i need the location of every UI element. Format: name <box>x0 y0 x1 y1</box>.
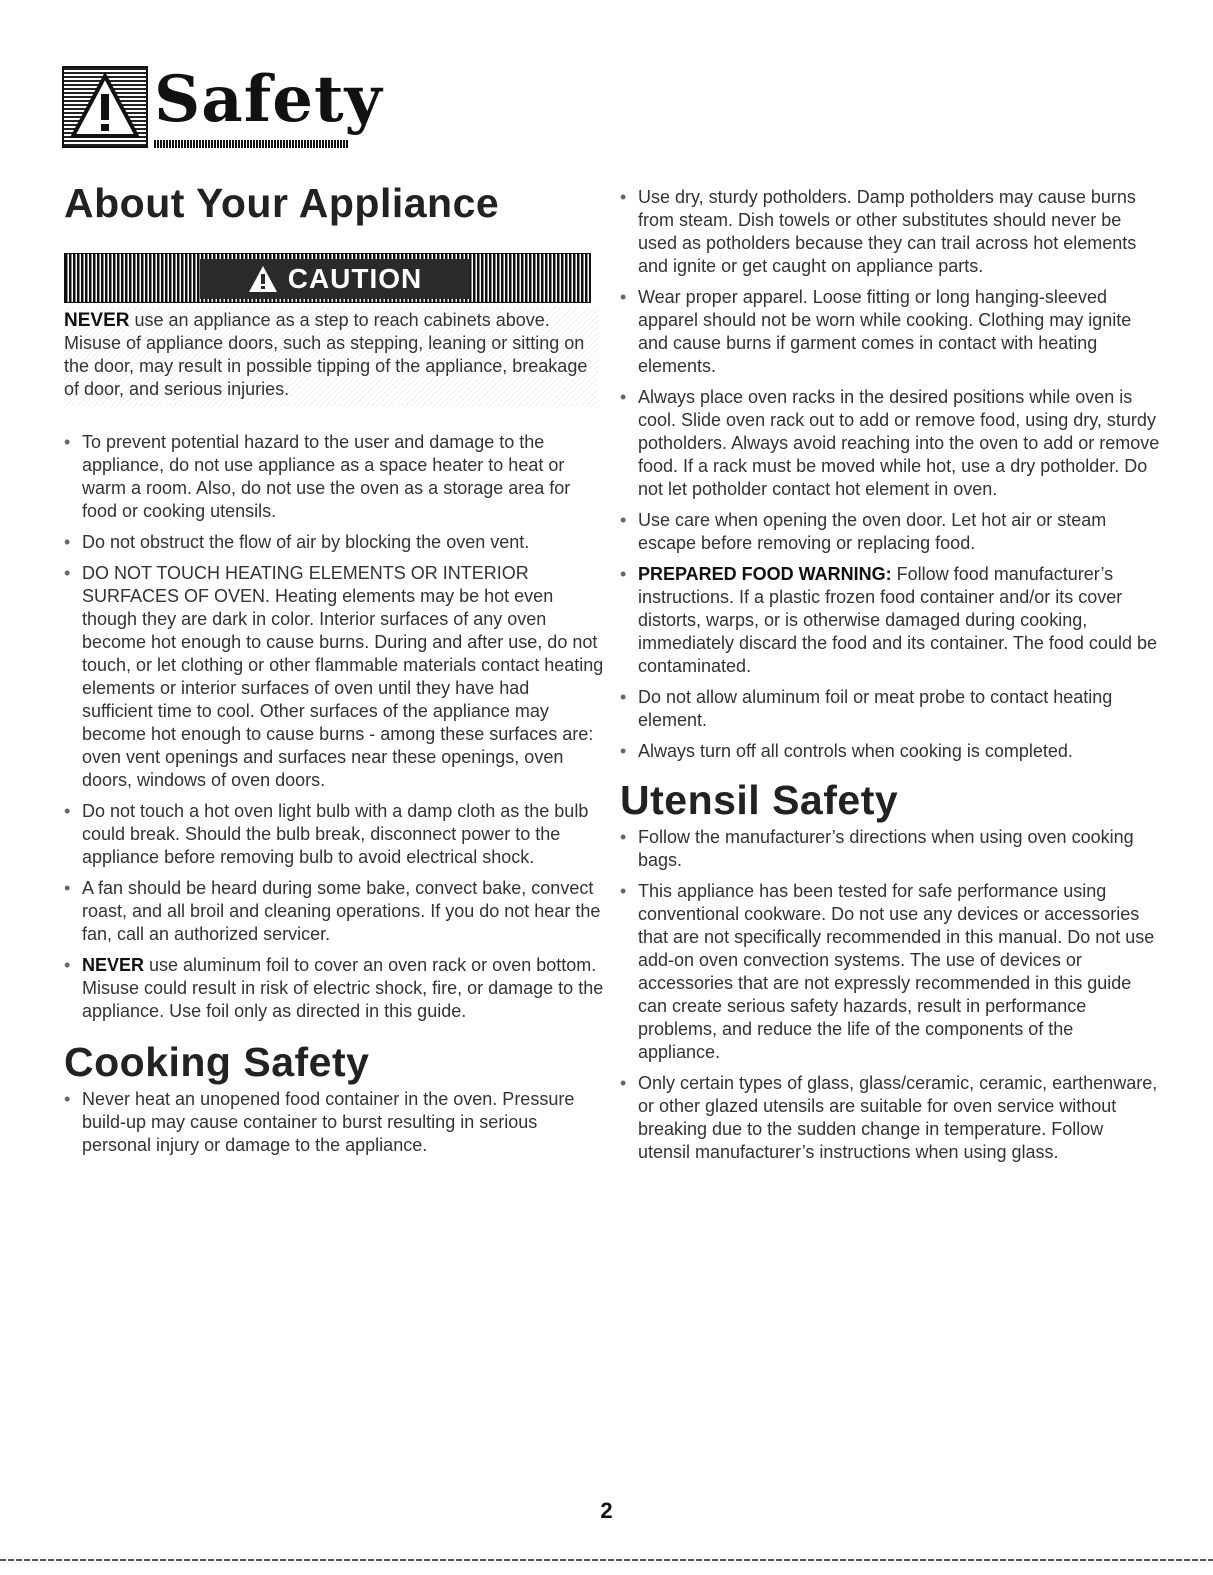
list-item: • Use dry, sturdy potholders. Damp potholders may cause burns from steam. Dish towels or other substitutes should never be used as potholders because they can trail across hot elements and ignite or get caught on appliance parts. <box>620 186 1160 278</box>
utensil-title: Utensil Safety <box>620 777 899 823</box>
about-bullets <box>64 431 604 1023</box>
list-item: • Never heat an unopened food container in the oven. Pressure build-up may cause container to burst resulting in serious personal injury or damage to the appliance. <box>64 1088 604 1157</box>
utensil-bullets <box>620 826 1160 1164</box>
caution-body: use an appliance as a step to reach cabinets above. Misuse of appliance doors, such as stepping, leaning or sitting on the door, may result in possible tipping of the appliance, breakage of door, and serious injuries. <box>64 310 588 399</box>
list-item: • Use care when opening the oven door. Let hot air or steam escape before removing or replacing food. <box>620 509 1160 555</box>
left-column <box>64 180 604 1165</box>
list-item: • Do not allow aluminum foil or meat probe to contact heating element. <box>620 686 1160 732</box>
bottom-rule <box>0 1559 1213 1561</box>
page-number: 2 <box>600 1498 613 1523</box>
list-item: • Follow the manufacturer’s directions when using oven cooking bags. <box>620 826 1160 872</box>
cooking-bullets-left <box>64 1088 604 1157</box>
list-item: • Only certain types of glass, glass/ceramic, ceramic, earthenware, or other glazed utensils are suitable for oven service without breaking due to the sudden change in temperature. Follow utensil manufacturer’s instructions when using glass. <box>620 1072 1160 1164</box>
list-item: • Wear proper apparel. Loose fitting or long hanging-sleeved apparel should not be worn while cooking. Clothing may ignite and cause burns if garment comes in contact with heating elements. <box>620 286 1160 378</box>
list-item: • To prevent potential hazard to the user and damage to the appliance, do not use appliance as a space heater to heat or warm a room. Also, do not use the oven as a storage area for food or cooking utensils. <box>64 431 604 523</box>
caution-banner <box>64 253 591 303</box>
list-item: • Do not touch a hot oven light bulb with a damp cloth as the bulb could break. Should the bulb break, disconnect power to the appliance before removing bulb to avoid electrical shock. <box>64 800 604 869</box>
section-label: Safety <box>154 62 383 137</box>
list-item: • PREPARED FOOD WARNING: Follow food manufacturer’s instructions. If a plastic frozen food container and/or its cover distorts, warps, or is otherwise damaged during cooking, immediately discard the food and its container. The food could be contaminated. <box>620 563 1160 678</box>
caution-label: CAUTION <box>287 263 423 294</box>
list-item: • Always turn off all controls when cooking is completed. <box>620 740 1160 763</box>
list-item: • Do not obstruct the flow of air by blocking the oven vent. <box>64 531 604 554</box>
warning-triangle-icon <box>62 66 148 148</box>
header-rule <box>154 140 348 148</box>
list-item: • This appliance has been tested for safe performance using conventional cookware. Do not use any devices or accessories that are not specifically recommended in this manual. Do not use add-on oven convection systems. The use of devices or accessories that are not expressly recommended in this guide can create serious safety hazards, result in performance problems, and reduce the life of the components of the appliance. <box>620 880 1160 1064</box>
cooking-title: Cooking Safety <box>64 1039 370 1085</box>
caution-lead: NEVER <box>64 310 130 331</box>
list-item: • Always place oven racks in the desired positions while oven is cool. Slide oven rack out to add or remove food, using dry, sturdy potholders. Always avoid reaching into the oven to add or remove food. If a rack must be moved while hot, use a dry potholder. Do not let potholder contact hot element in oven. <box>620 386 1160 501</box>
list-item: • A fan should be heard during some bake, convect bake, convect roast, and all broil and cleaning operations. If you do not hear the fan, call an authorized servicer. <box>64 877 604 946</box>
caution-triangle-icon <box>248 265 278 293</box>
about-title: About Your Appliance <box>64 180 500 226</box>
right-column <box>620 186 1160 1172</box>
list-item: • DO NOT TOUCH HEATING ELEMENTS OR INTERIOR SURFACES OF OVEN. Heating elements may be hot even though they are dark in color. Interior surfaces of any oven become hot enough to cause burns. During and after use, do not touch, or let clothing or other flammable materials contact heating elements or interior surfaces of oven until they have had sufficient time to cool. Other surfaces of the appliance may become hot enough to cause burns - among these surfaces are: oven vent openings and surfaces near these openings, oven doors, windows of oven doors. <box>64 562 604 792</box>
caution-text <box>64 307 599 407</box>
list-item: • NEVER use aluminum foil to cover an oven rack or oven bottom. Misuse could result in risk of electric shock, fire, or damage to the appliance. Use foil only as directed in this guide. <box>64 954 604 1023</box>
cooking-bullets-right <box>620 186 1160 763</box>
